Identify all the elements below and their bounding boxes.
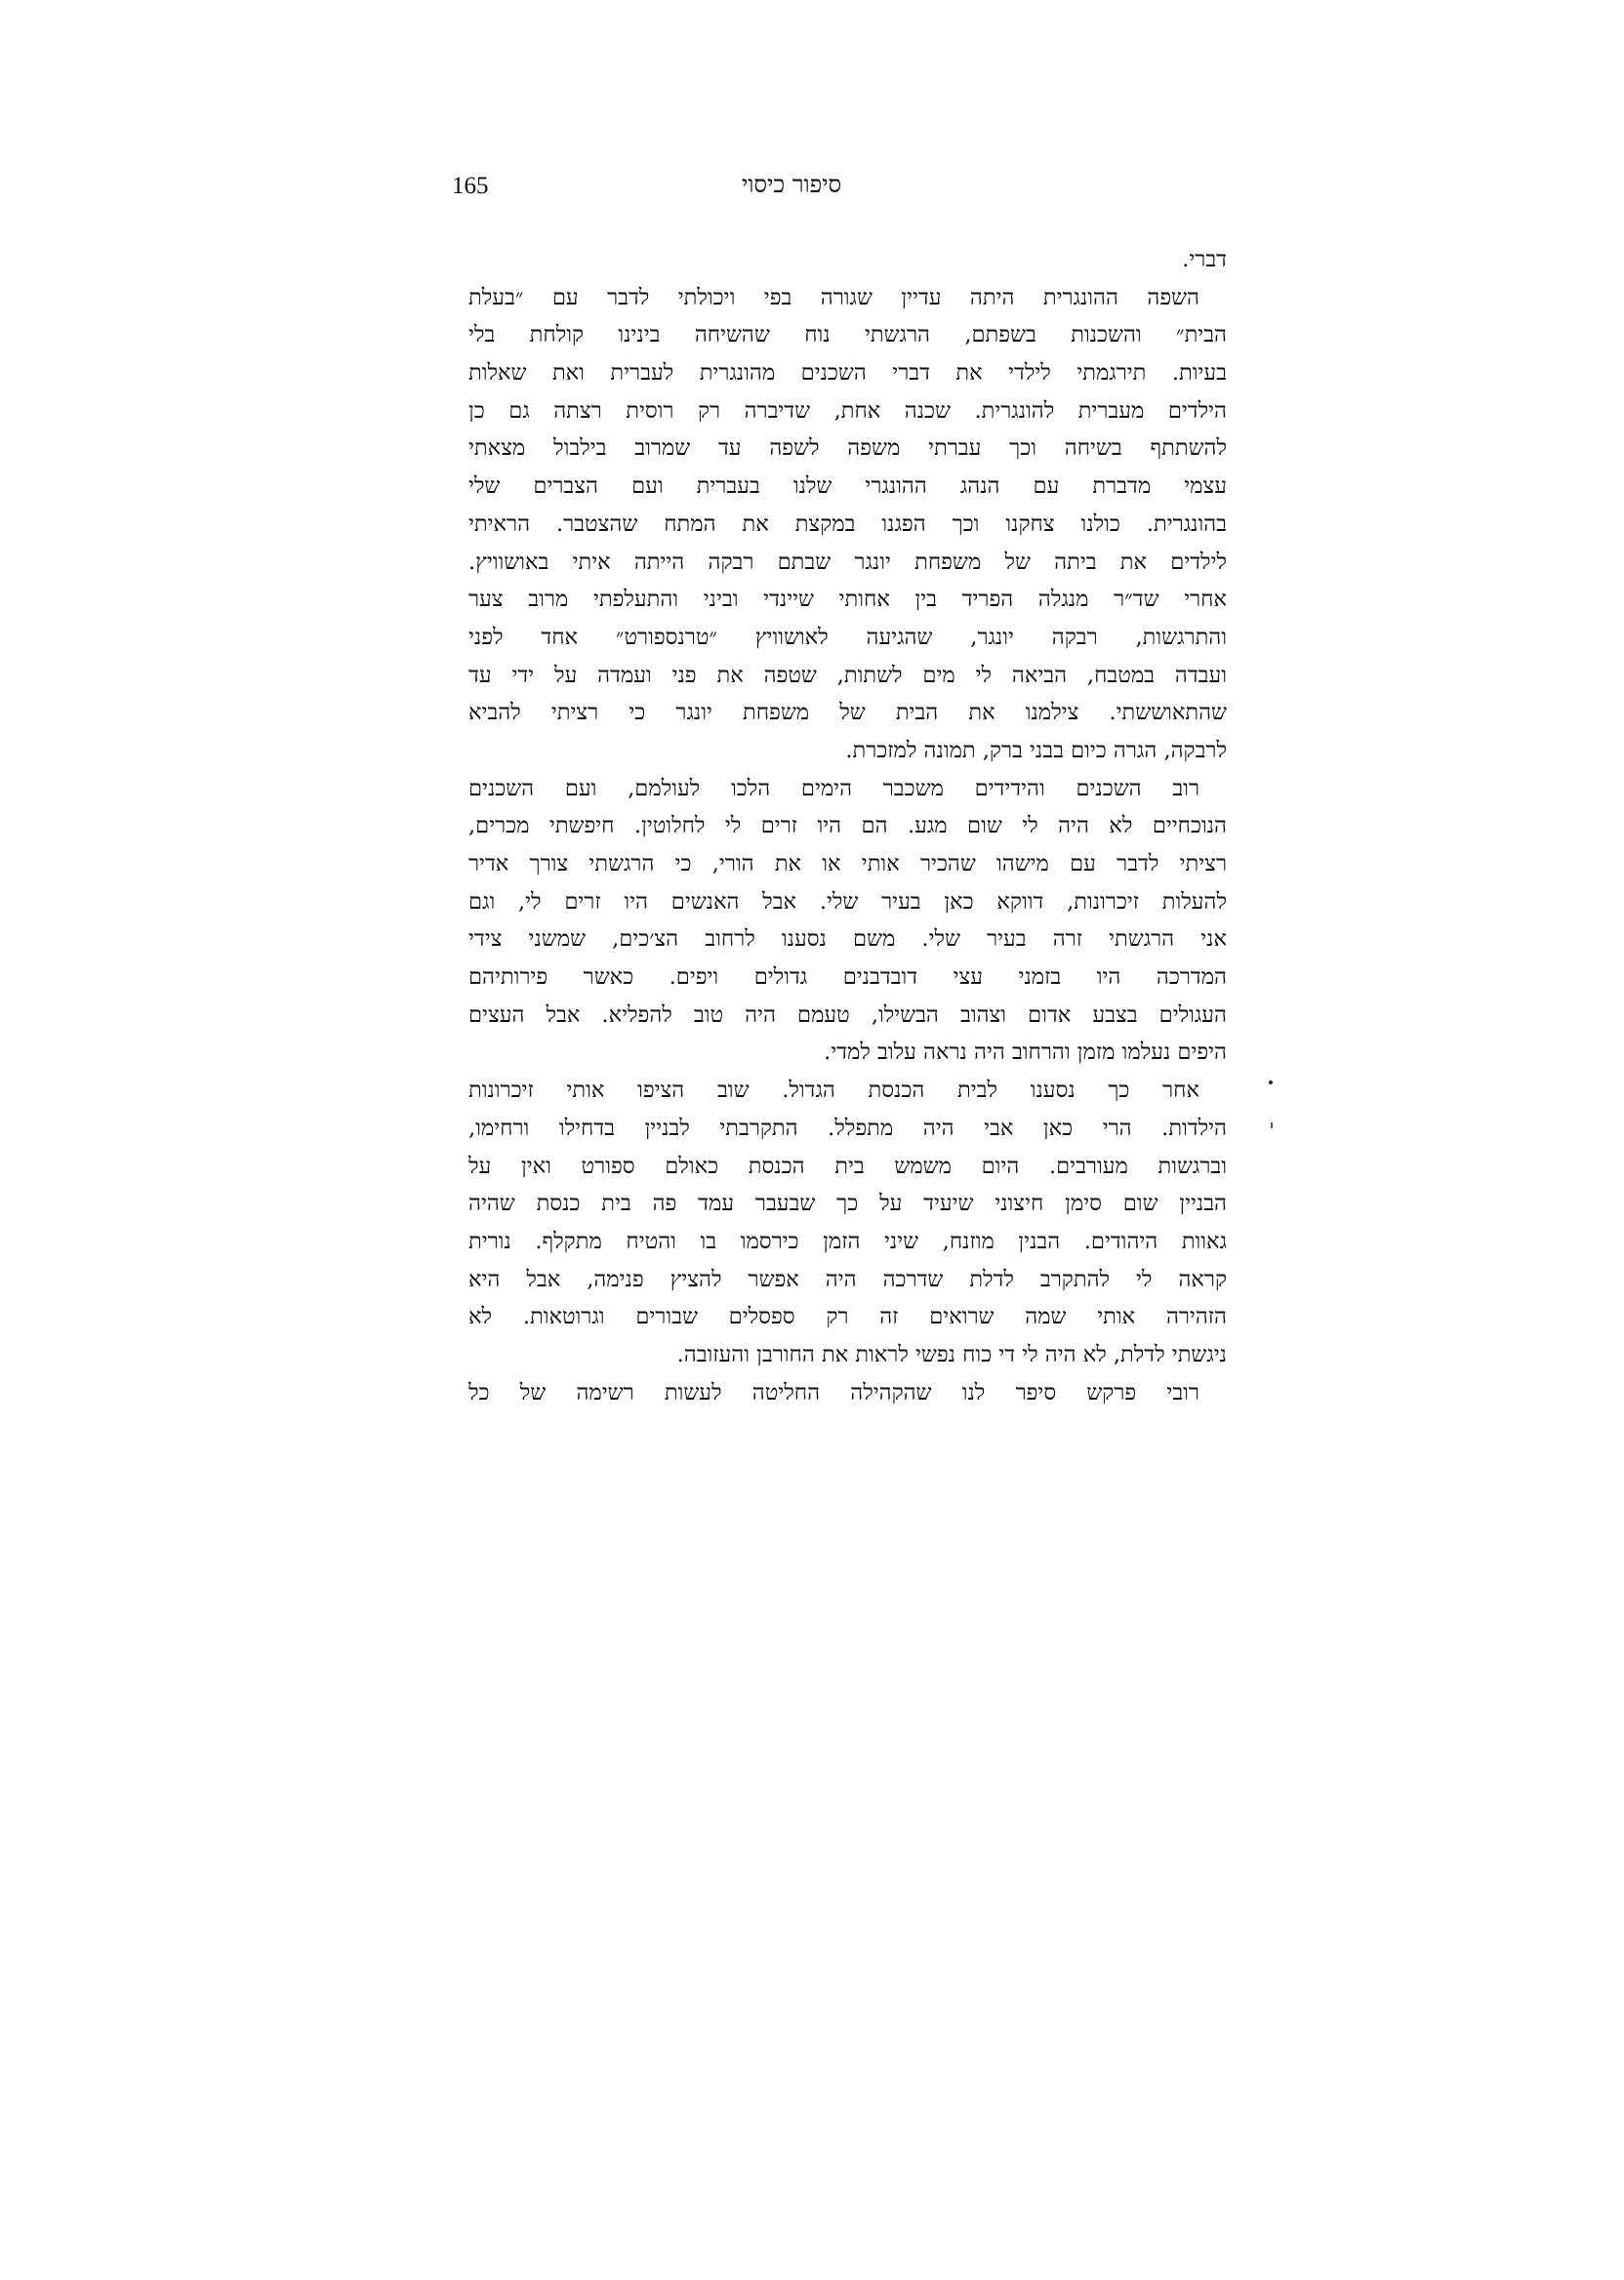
text-line: הבית״ והשכנות בשפתם, הרגשתי נוח שהשיחה בינינו קולחת בלי [468,322,1227,348]
text-line: הזהירה אותי שמה שרואים זה רק ספסלים שבורים וגרוטאות. לא [468,1304,1227,1330]
text-line: גאוות היהודים. הבנין מוזנח, שיני הזמן כירסמו בו והטיח מתקלף. נורית [468,1228,1227,1254]
text-line: העגולים בצבע אדום וצהוב הבשילו, טעמם היה טוב להפליא. אבל העצים [468,1001,1227,1028]
margin-mark [1269,1080,1273,1084]
text-line: המדרכה היו בזמני עצי דובדבנים גדולים ויפים. כאשר פירותיהם [468,964,1227,991]
body-text [468,241,1227,1411]
text-line: אחרי שד״ר מנגלה הפריד בין אחותי שיינדי וביני והתעלפתי מרוב צער [468,587,1227,613]
text-line: שהתאוששתי. צילמנו את הבית של משפחת יונגר כי רציתי להביא [468,700,1227,726]
text-line: הבניין שום סימן חיצוני שיעיד על כך שבעבר עמד פה בית כנסת שהיה [468,1191,1227,1217]
text-line: אני הרגשתי זרה בעיר שלי. משם נסענו לרחוב הצ׳כים, שמשני צידי [468,926,1227,953]
text-line: השפה ההונגרית היתה עדיין שגורה בפי ויכולתי לדבר עם ״בעלת [468,284,1199,310]
text-line: רציתי לדבר עם מישהו שהכיר אותי או את הורי, כי הרגשתי צורך אדיר [468,851,1227,876]
text-line: לרבקה, הגרה כיום בבני ברק, תמונה למזכרת. [845,737,1227,763]
text-line: בהונגרית. כולנו צחקנו וכך הפגנו במקצת את המתח שהצטבר. הראיתי [468,510,1227,537]
text-line: דברי. [1182,247,1227,272]
text-line: עצמי מדברת עם הנהג ההונגרי שלנו בעברית ועם הצברים שלי [468,473,1227,500]
text-line: רובי פרקש סיפר לנו שהקהילה החליטה לעשות רשימה של כל [468,1379,1199,1405]
margin-mark-secondary [1271,1122,1273,1128]
text-line: ניגשתי לדלת, לא היה לי די כוח נפשי לראות את החורבן והעזובה. [676,1341,1227,1367]
text-line: רוב השכנים והידידים משכבר הימים הלכו לעולמם, ועם השכנים [468,775,1199,801]
text-line: והתרגשות, רבקה יונגר, שהגיעה לאושוויץ ״טרנספורט״ אחד לפני [468,624,1227,650]
text-line: היפים נעלמו מזמן והרחוב היה נראה עלוב למדי. [824,1039,1227,1066]
text-line: להשתתף בשיחה וכך עברתי משפה לשפה עד שמרוב בילבול מצאתי [468,435,1227,462]
text-line: אחר כך נסענו לבית הכנסת הגדול. שוב הציפו אותי זיכרונות [468,1078,1199,1104]
text-line: קראה לי להתקרב לדלת שדרכה היה אפשר להציץ פנימה, אבל היא [468,1266,1227,1292]
text-line: ועבדה במטבח, הביאה לי מים לשתות, שטפה את פני ועמדה על ידי עד [468,662,1227,688]
page-number: 165 [452,173,489,199]
text-line: הילדות. הרי כאן אבי היה מתפלל. התקרבתי לבניין בדחילו ורחימו, [468,1115,1227,1141]
text-line: הנוכחיים לא היה לי שום מגע. הם היו זרים לי לחלוטין. חיפשתי מכרים, [468,813,1227,839]
text-line: וברגשות מעורבים. היום משמש בית הכנסת כאולם ספורט ואין על [468,1153,1227,1179]
running-title: סיפור כיסוי [742,171,842,198]
text-line: להעלות זיכרונות, דווקא כאן בעיר שלי. אבל האנשים היו זרים לי, וגם [468,888,1227,915]
text-line: בעיות. תירגמתי לילדי את דברי השכנים מהונגרית לעברית ואת שאלות [468,360,1227,387]
text-line: הילדים מעברית להונגרית. שכנה אחת, שדיברה רק רוסית רצתה גם כן [468,397,1227,424]
text-line: לילדים את ביתה של משפחת יונגר שבתם רבקה הייתה איתי באושוויץ. [468,549,1227,575]
